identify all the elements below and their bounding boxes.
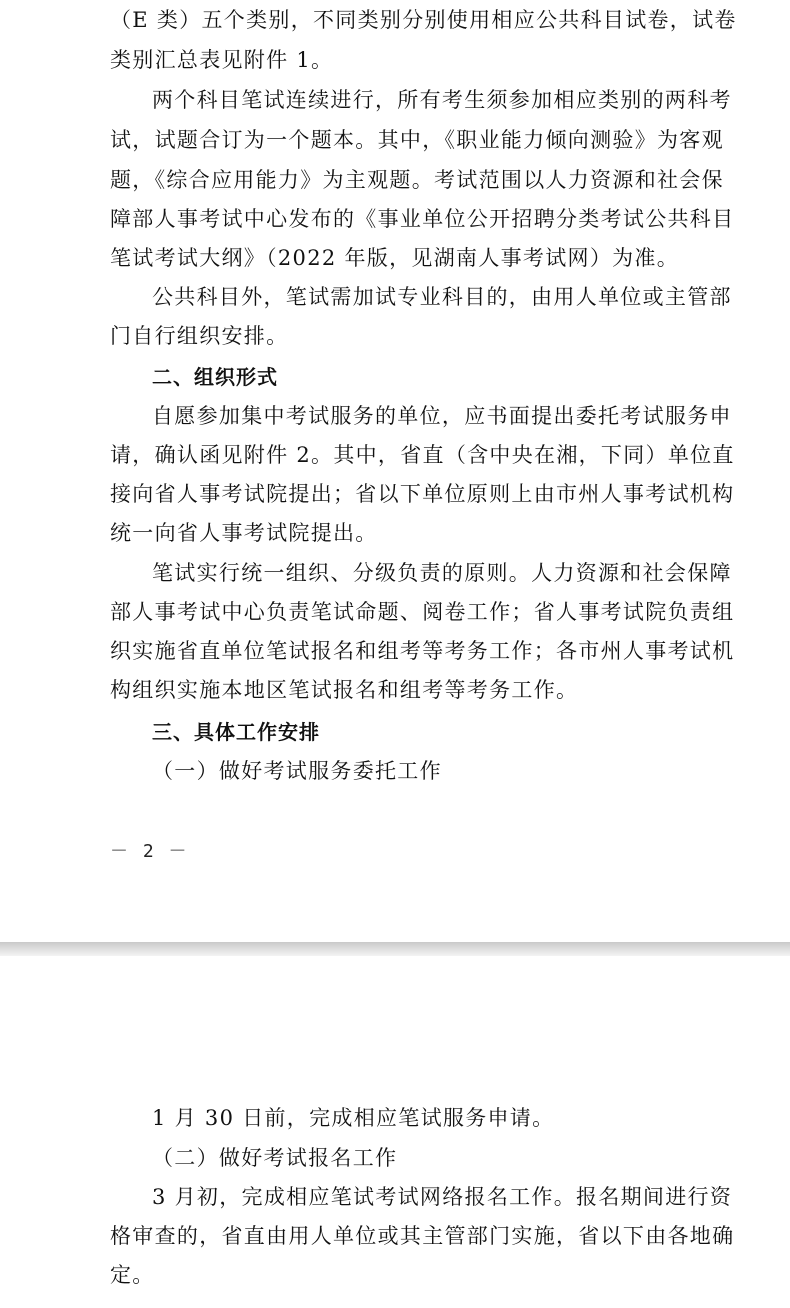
- body-text-line: 接向省人事考试院提出；省以下单位原则上由市州人事考试机构: [110, 482, 735, 506]
- subsection-heading-entrustment: （一）做好考试服务委托工作: [152, 759, 442, 783]
- paragraph-first-line: 笔试实行统一组织、分级负责的原则。人力资源和社会保障: [152, 561, 732, 585]
- page-separator: [0, 942, 790, 956]
- paragraph-first-line: 自愿参加集中考试服务的单位，应书面提出委托考试服务申: [152, 404, 732, 428]
- body-text-line: 织实施省直单位笔试报名和组考等考务工作；各市州人事考试机: [110, 639, 735, 663]
- body-text-line: 构组织实施本地区笔试报名和组考等考务工作。: [110, 678, 579, 702]
- body-text-line: 门自行组织安排。: [110, 324, 289, 348]
- body-text-line: 试，试题合订为一个题本。其中，《职业能力倾向测验》为客观: [110, 128, 724, 152]
- section-heading-work-arrangement: 三、具体工作安排: [152, 720, 320, 744]
- body-text-line: 类别汇总表见附件 1。: [110, 48, 334, 72]
- body-text-line: 障部人事考试中心发布的《事业单位公开招聘分类考试公共科目: [110, 207, 735, 231]
- body-text-line: 格审查的，省直由用人单位或其主管部门实施，省以下由各地确: [110, 1224, 735, 1248]
- paragraph-first-line: 1 月 30 日前，完成相应笔试服务申请。: [152, 1106, 555, 1130]
- page-number: － 2 －: [110, 841, 189, 862]
- document-page-3: [0, 956, 790, 1308]
- paragraph-first-line: 公共科目外，笔试需加试专业科目的，由用人单位或主管部: [152, 285, 732, 309]
- body-text-line: 部人事考试中心负责笔试命题、阅卷工作；省人事考试院负责组: [110, 600, 735, 624]
- paragraph-first-line: 3 月初，完成相应笔试考试网络报名工作。报名期间进行资: [152, 1185, 733, 1209]
- body-text-line: 统一向省人事考试院提出。: [110, 521, 378, 545]
- section-heading-organization: 二、组织形式: [152, 365, 278, 389]
- body-text-line: 题，《综合应用能力》为主观题。考试范围以人力资源和社会保: [110, 168, 724, 192]
- subsection-heading-registration: （二）做好考试报名工作: [152, 1146, 398, 1170]
- body-text-line: 定。: [110, 1263, 155, 1287]
- body-text-line: （E 类）五个类别，不同类别分别使用相应公共科目试卷，试卷: [110, 8, 737, 32]
- paragraph-first-line: 两个科目笔试连续进行，所有考生须参加相应类别的两科考: [152, 88, 732, 112]
- body-text-line: 笔试考试大纲》（2022 年版，见湖南人事考试网）为准。: [110, 246, 680, 270]
- body-text-line: 请，确认函见附件 2。其中，省直（含中央在湘，下同）单位直: [110, 443, 735, 467]
